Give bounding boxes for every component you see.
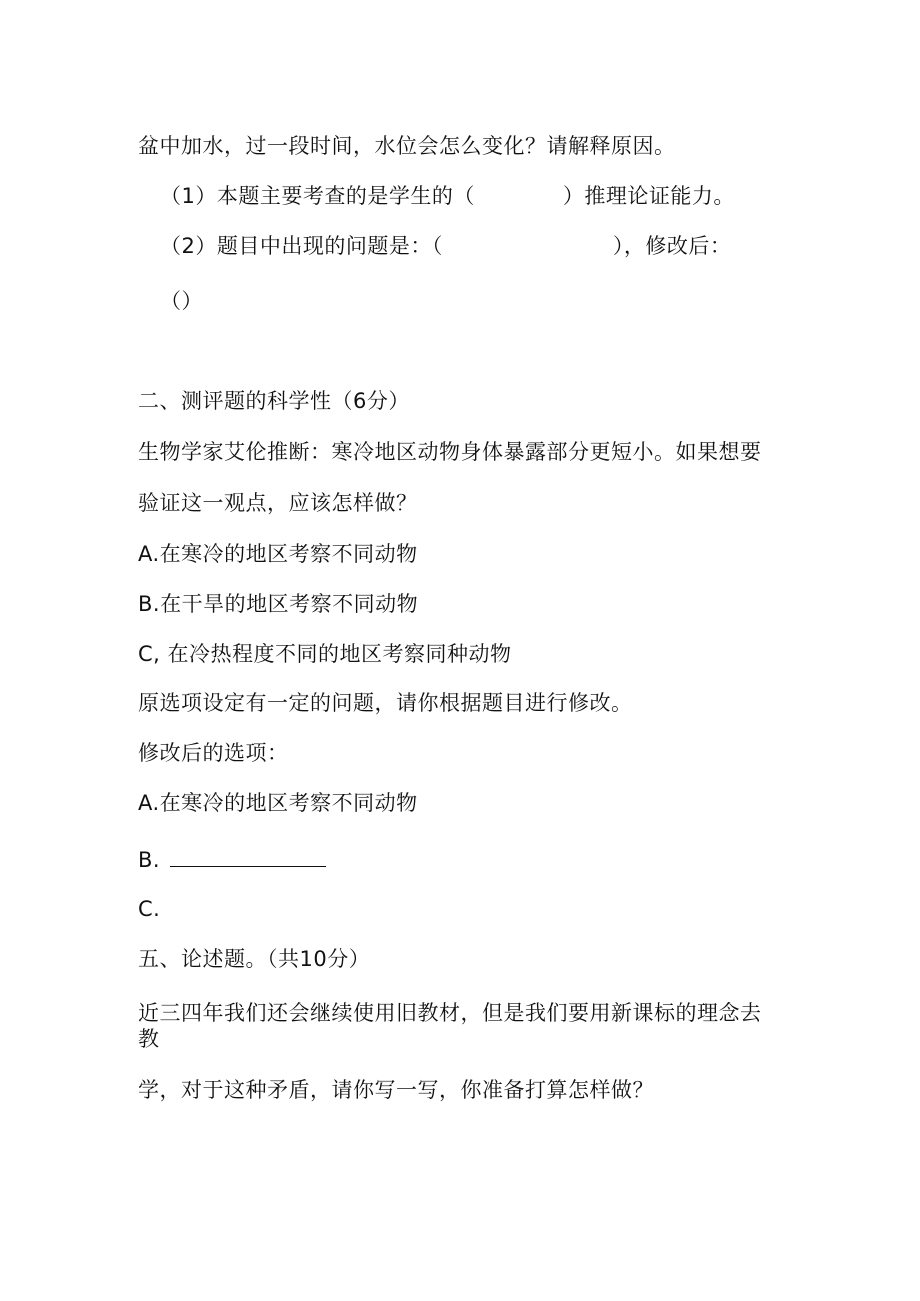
revised-options-label: 修改后的选项： — [138, 741, 289, 765]
revised-option-b-blank[interactable] — [170, 846, 326, 867]
section-5-line-2: 教 — [138, 1027, 160, 1051]
original-option-b: B.在干旱的地区考察不同动物 — [138, 592, 419, 616]
revised-option-c[interactable]: C. — [138, 897, 161, 921]
section-2-question-line-2: 验证这一观点，应该怎样做？ — [138, 491, 418, 515]
sub-question-2-answer[interactable]: （） — [160, 289, 203, 313]
sub-question-2 — [160, 233, 731, 259]
revised-option-b-label: B. — [138, 848, 161, 872]
section-2-title: 二、测评题的科学性（6分） — [138, 389, 410, 413]
original-option-a: A.在寒冷的地区考察不同动物 — [138, 542, 418, 566]
section-2-question-line-1: 生物学家艾伦推断：寒冷地区动物身体暴露部分更短小。如果想要 — [138, 440, 762, 464]
original-option-c: C, 在冷热程度不同的地区考察同种动物 — [138, 642, 512, 666]
revised-option-b — [138, 846, 326, 873]
section-5-line-1: 近三四年我们还会继续使用旧教材，但是我们要用新课标的理念去 — [138, 1001, 762, 1025]
sub-question-1 — [160, 183, 735, 209]
section-5-title: 五、论述题。（共10分） — [138, 947, 371, 971]
sub-question-2-prefix: （2）题目中出现的问题是：（ — [160, 234, 443, 258]
sub-question-1-suffix: ）推理论证能力。 — [562, 184, 735, 208]
section-5-line-3: 学，对于这种矛盾，请你写一写，你准备打算怎样做？ — [138, 1078, 654, 1102]
revised-option-a: A.在寒冷的地区考察不同动物 — [138, 791, 418, 815]
sub-question-1-prefix: （1）本题主要考查的是学生的（ — [160, 184, 475, 208]
question-continuation: 盆中加水，过一段时间，水位会怎么变化？请解释原因。 — [138, 134, 676, 158]
sub-question-2-suffix: ），修改后： — [612, 234, 732, 258]
instruction-text: 原选项设定有一定的问题，请你根据题目进行修改。 — [138, 691, 633, 715]
